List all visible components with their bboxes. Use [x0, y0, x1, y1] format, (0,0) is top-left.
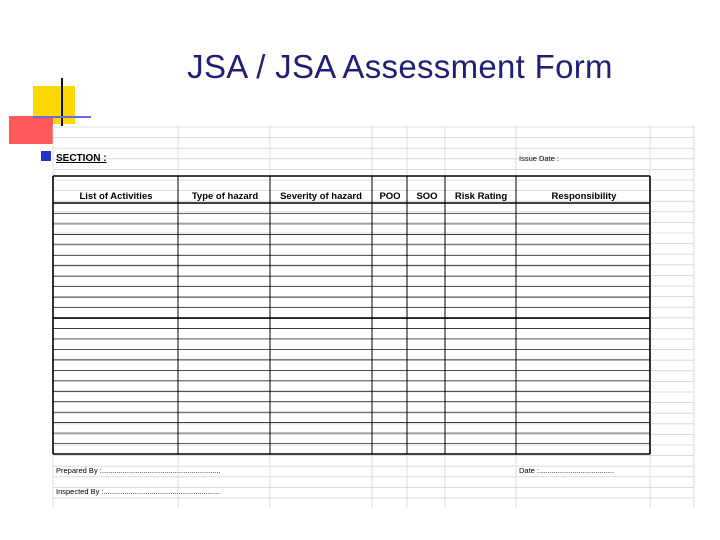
column-header-soo: SOO — [416, 191, 438, 202]
section-label: SECTION : — [56, 153, 107, 164]
column-header-hazard-type: Type of hazard — [191, 191, 259, 202]
assessment-table — [53, 176, 650, 454]
page-title: JSA / JSA Assessment Form — [187, 48, 613, 85]
prepared-by-field: Prepared By :......................................................... — [56, 466, 221, 475]
column-header-poo: POO — [379, 191, 401, 202]
spreadsheet-gridlines — [53, 126, 694, 508]
issue-date-label: Issue Date : — [519, 154, 560, 163]
inspected-by-field: Inspected By :........................................................ — [56, 487, 221, 496]
column-header-responsibility: Responsibility — [551, 191, 617, 202]
date-field: Date :.................................... — [519, 466, 615, 475]
column-header-hazard-severity: Severity of hazard — [280, 191, 362, 202]
column-header-risk-rating: Risk Rating — [454, 191, 508, 202]
table-header-row — [79, 191, 617, 202]
column-header-activities: List of Activities — [79, 191, 153, 202]
